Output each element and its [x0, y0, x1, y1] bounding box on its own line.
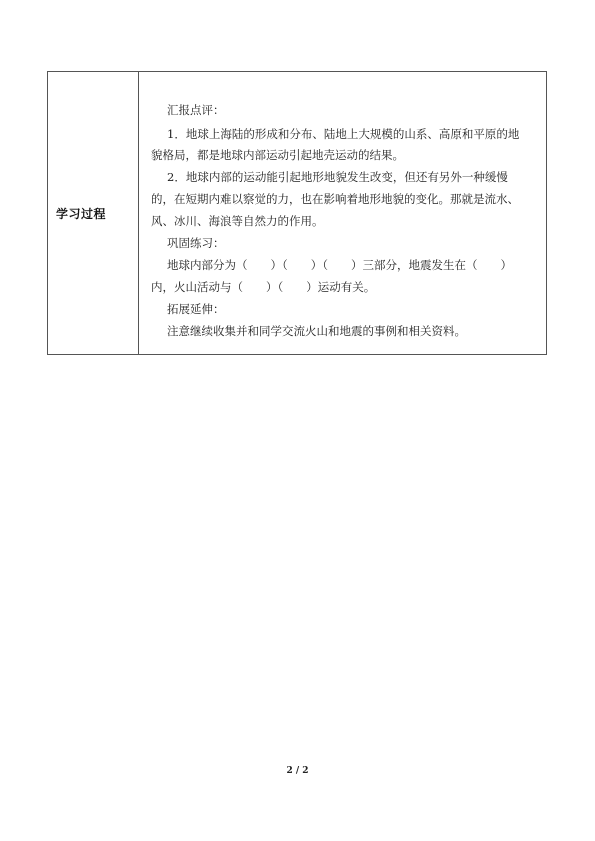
page-number: 2 / 2	[286, 766, 309, 776]
section-content-cell	[139, 72, 546, 354]
point1-line1: 1．地球上海陆的形成和分布、陆地上大规模的山系、高原和平原的地	[167, 127, 520, 141]
point1-line2: 貌格局，都是地球内部运动引起地壳运动的结果。	[151, 148, 404, 162]
extend-line1: 注意继续收集并和同学交流火山和地震的事例和相关资料。	[167, 324, 466, 338]
extend-heading: 拓展延伸：	[167, 302, 225, 316]
practice-line1: 地球内部分为（ ）（ ）（ ）三部分，地震发生在（ ）	[167, 258, 512, 272]
point2-line2: 的，在短期内难以察觉的力，也在影响着地形地貌的变化。那就是流水、	[151, 192, 519, 206]
section-label: 学习过程	[56, 206, 107, 221]
lesson-table	[47, 71, 547, 355]
section-label-cell	[48, 72, 139, 354]
point2-line1: 2．地球内部的运动能引起地形地貌发生改变，但还有另外一种缓慢	[167, 170, 508, 184]
point2-line3: 风、冰川、海浪等自然力的作用。	[151, 214, 324, 228]
practice-heading: 巩固练习：	[167, 236, 225, 250]
practice-line2: 内，火山活动与（ ）（ ）运动有关。	[151, 280, 376, 294]
report-heading: 汇报点评：	[167, 103, 225, 117]
